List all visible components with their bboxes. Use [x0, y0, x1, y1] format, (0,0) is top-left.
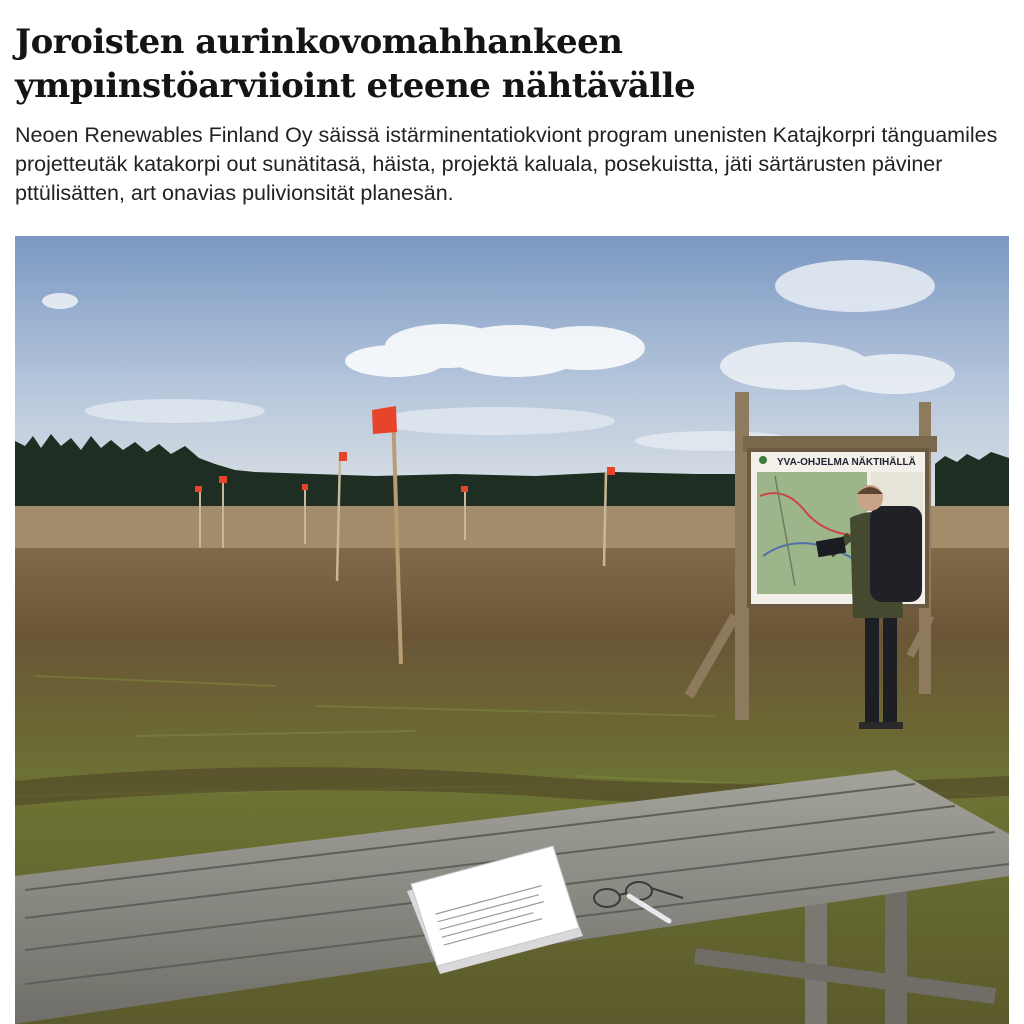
article-photo — [15, 236, 1009, 1024]
article-headline — [15, 20, 1005, 108]
sign-heading: YVA-OHJELMA NÄKTIHÄLLÄ — [777, 457, 916, 468]
headline-line-1: Joroisten aurinkovomahhankeen — [15, 22, 623, 62]
headline-line-2: ympıinstöarviioint eteene nähtävälle — [15, 66, 696, 106]
field-scene-illustration — [15, 236, 1009, 1024]
forest-treeline-right — [935, 452, 1009, 511]
article-lede: Neoen Renewables Finland Oy säissä istärminentatiokviont program unenisten Katajkorpri tänguamiles projetteutäk katakorpi out sunätitasä, häista, projektä kaluala, posekuistta, jäti särtärusten päviner pttülisätten, art onavias pulivionsität planesän. — [15, 123, 998, 205]
